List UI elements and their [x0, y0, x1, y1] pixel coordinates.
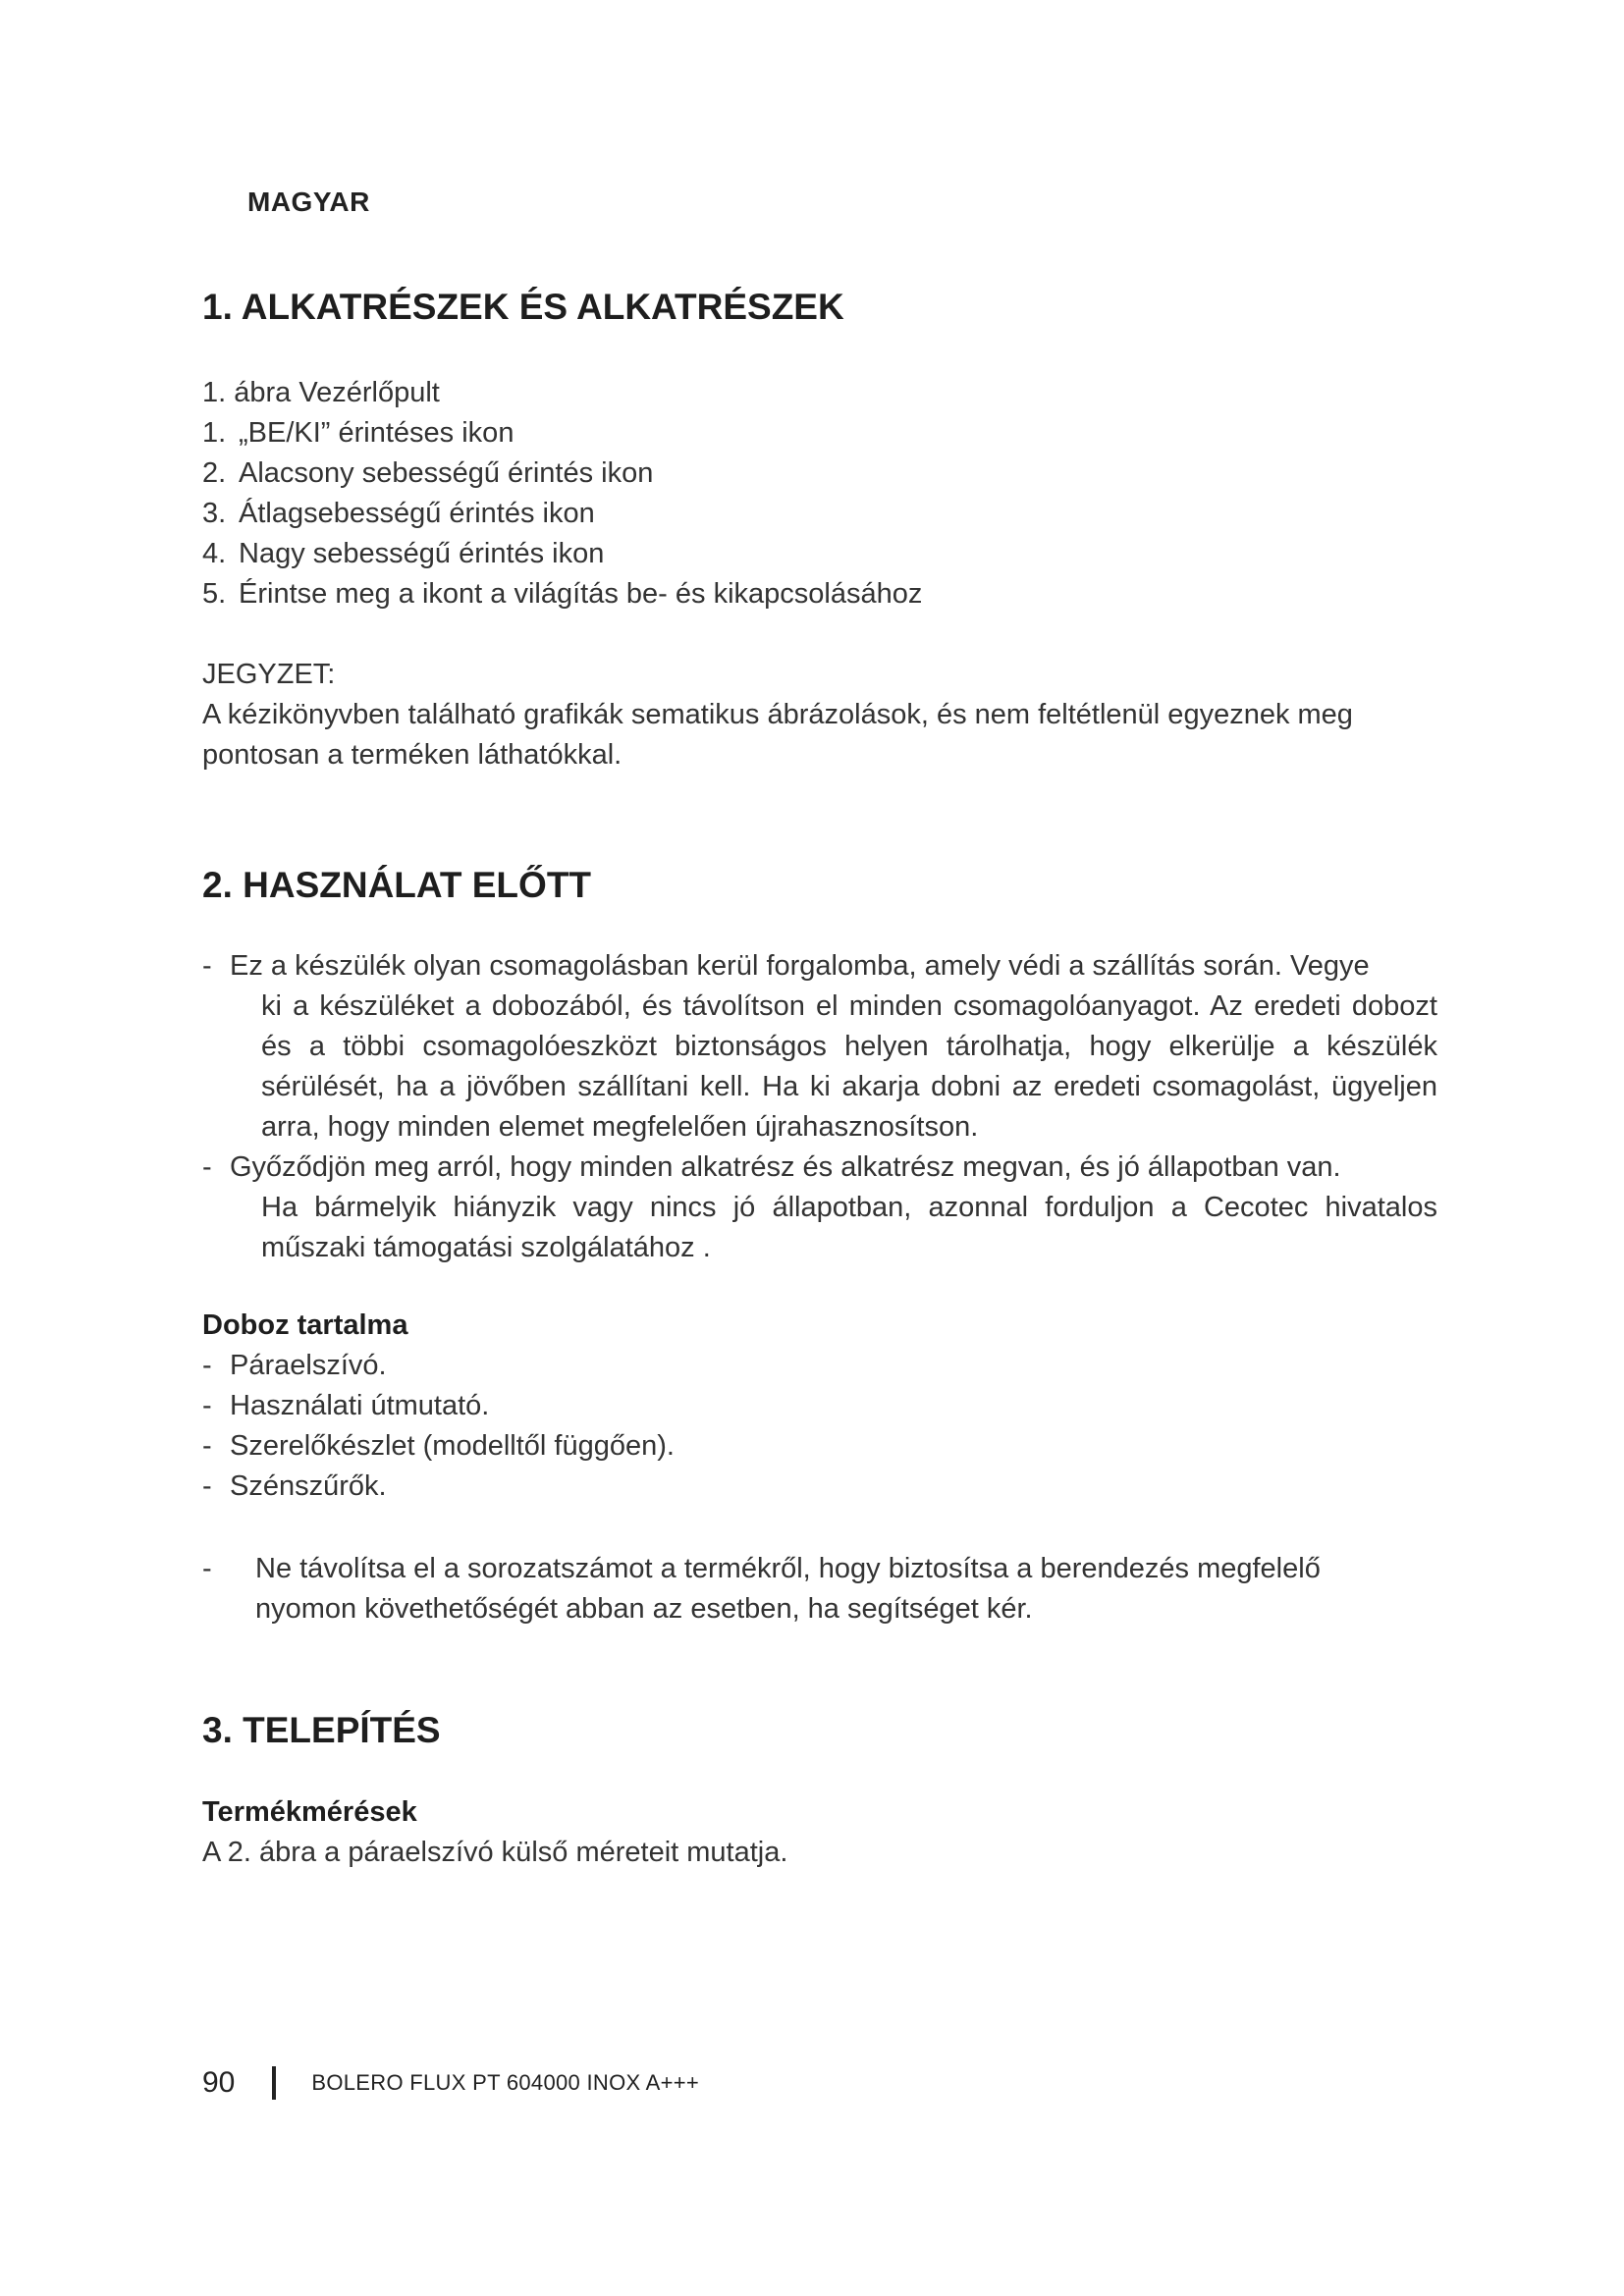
box-contents-block [202, 1306, 1437, 1507]
section-1-title: 1. ALKATRÉSZEK ÉS ALKATRÉSZEK [202, 287, 844, 327]
section-1-body [202, 373, 1437, 614]
product-measurements-title: Termékmérések [202, 1796, 417, 1828]
list-item: 4. Nagy sebességű érintés ikon [202, 538, 605, 569]
list-item: - Ez a készülék olyan csomagolásban kerül forgalomba, amely védi a szállítás során. Vegye ki a készüléket a dobozából, és távolítson el minden csomagolóanyagot. Az eredeti dobozt és a többi csomagolóeszközt biztonságos helyen tárolhatja, hogy elkerülje a készülék sérülését, ha a jövőben szállítani kell. Ha ki akarja dobni az eredeti csomagolást, ügyeljen arra, hogy minden elemet megfelelően újrahasznosítson. [202, 950, 1437, 1143]
box-contents-list [202, 1346, 1437, 1507]
page-footer [202, 2066, 699, 2100]
list-item: - Szerelőkészlet (modelltől függően). [202, 1430, 675, 1462]
list-item: 3. Átlagsebességű érintés ikon [202, 498, 595, 529]
section-3-body [202, 1792, 1437, 1873]
list-item: 1. „BE/KI” érintéses ikon [202, 417, 514, 449]
list-item: 2. Alacsony sebességű érintés ikon [202, 457, 654, 489]
before-use-list [202, 946, 1437, 1268]
section-3-title: 3. TELEPÍTÉS [202, 1710, 441, 1750]
footer-divider [272, 2066, 276, 2100]
product-name: BOLERO FLUX PT 604000 INOX A+++ [311, 2070, 700, 2095]
language-label: MAGYAR [247, 187, 370, 217]
note-block [202, 655, 1437, 775]
list-item: - Szénszűrők. [202, 1470, 387, 1502]
parts-list [202, 413, 1437, 614]
list-item: - Páraelszívó. [202, 1350, 387, 1381]
list-item: 5. Érintse meg a ikont a világítás be- és kikapcsolásához [202, 578, 923, 610]
list-item: - Győződjön meg arról, hogy minden alkatrész és alkatrész megvan, és jó állapotban van. Ha bármelyik hiányzik vagy nincs jó állapotban, azonnal forduljon a Cecotec hivatalos műszaki támogatási szolgálatához . [202, 1151, 1437, 1263]
section-2-title: 2. HASZNÁLAT ELŐTT [202, 865, 592, 905]
figure-caption: 1. ábra Vezérlőpult [202, 377, 440, 408]
page-number: 90 [202, 2066, 236, 2099]
list-item: - Ne távolítsa el a sorozatszámot a termékről, hogy biztosítsa a berendezés megfelelő nyomon követhetőségét abban az esetben, ha segítséget kér. [202, 1553, 1321, 1625]
box-contents-title: Doboz tartalma [202, 1309, 408, 1341]
serial-number-note [202, 1549, 1437, 1629]
section-2-body [202, 946, 1437, 1268]
list-item: - Használati útmutató. [202, 1390, 490, 1421]
note-text: A kézikönyvben található grafikák sematikus ábrázolások, és nem feltétlenül egyeznek meg pontosan a terméken láthatókkal. [202, 699, 1353, 771]
note-label: JEGYZET: [202, 659, 336, 690]
product-measurements-text: A 2. ábra a páraelszívó külső méreteit mutatja. [202, 1837, 788, 1868]
